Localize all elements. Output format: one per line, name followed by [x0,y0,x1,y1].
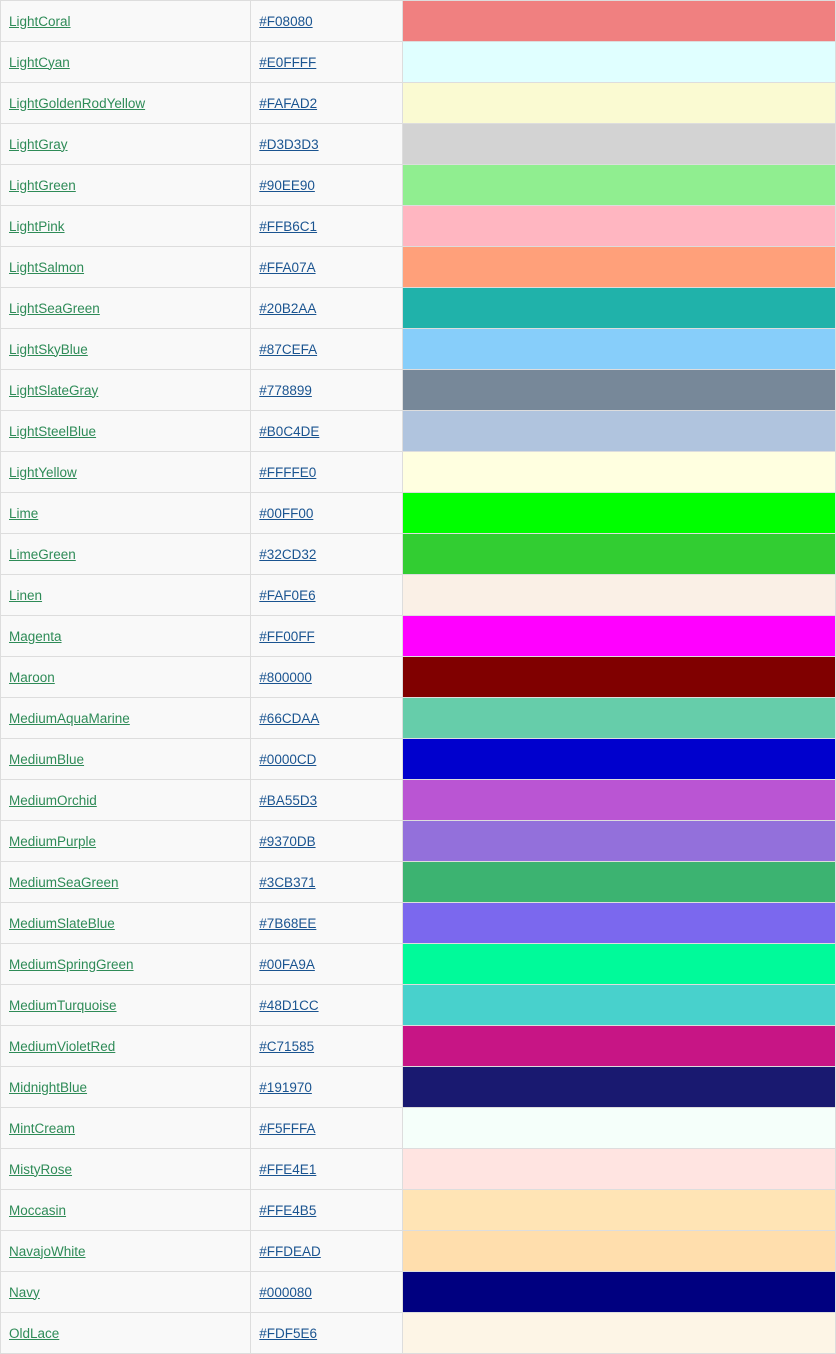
color-name-link[interactable]: LightPink [9,218,65,234]
color-name-link[interactable]: Navy [9,1284,40,1300]
color-hex-link[interactable]: #E0FFFF [259,54,317,70]
table-row [1,452,836,493]
table-row [1,944,836,985]
color-hex-link[interactable]: #FFA07A [259,259,316,275]
color-hex-link[interactable]: #3CB371 [259,874,316,890]
color-hex-link[interactable]: #20B2AA [259,300,317,316]
color-name-link[interactable]: MediumSeaGreen [9,874,119,890]
color-name-cell [1,534,251,575]
color-hex-link[interactable]: #F08080 [259,13,313,29]
color-name-cell [1,452,251,493]
color-hex-link[interactable]: #778899 [259,382,312,398]
color-swatch-cell [403,657,836,698]
color-hex-link[interactable]: #9370DB [259,833,316,849]
table-row [1,206,836,247]
color-swatch-cell [403,1,836,42]
color-hex-link[interactable]: #FAF0E6 [259,587,316,603]
color-name-cell [1,780,251,821]
color-swatch-cell [403,247,836,288]
color-name-cell [1,821,251,862]
color-hex-cell [251,452,403,493]
table-row [1,821,836,862]
color-swatch-cell [403,329,836,370]
color-hex-link[interactable]: #FFDEAD [259,1243,321,1259]
color-swatch-cell [403,739,836,780]
color-swatch-cell [403,1149,836,1190]
color-name-link[interactable]: Moccasin [9,1202,67,1218]
color-swatch-cell [403,288,836,329]
color-hex-link[interactable]: #FF00FF [259,628,315,644]
color-hex-cell [251,821,403,862]
table-row [1,903,836,944]
table-row [1,1108,836,1149]
color-name-cell [1,862,251,903]
color-name-link[interactable]: MediumBlue [9,751,85,767]
color-hex-cell [251,739,403,780]
color-hex-cell [251,206,403,247]
color-name-cell [1,1313,251,1354]
color-hex-cell [251,1272,403,1313]
color-name-cell [1,657,251,698]
color-hex-cell [251,698,403,739]
color-swatch-cell [403,370,836,411]
color-swatch-cell [403,1231,836,1272]
color-name-link[interactable]: LightCoral [9,13,71,29]
color-swatch-cell [403,42,836,83]
color-name-link[interactable]: LightGoldenRodYellow [9,95,146,111]
color-hex-cell [251,42,403,83]
color-hex-link[interactable]: #00FF00 [259,505,314,521]
color-hex-cell [251,247,403,288]
table-row [1,575,836,616]
table-row [1,1272,836,1313]
color-hex-link[interactable]: #F5FFFA [259,1120,316,1136]
color-swatch-cell [403,1190,836,1231]
color-name-cell [1,42,251,83]
table-row [1,534,836,575]
color-name-link[interactable]: LightSkyBlue [9,341,88,357]
table-row [1,1231,836,1272]
color-name-cell [1,206,251,247]
table-row [1,493,836,534]
color-name-link[interactable]: MintCream [9,1120,76,1136]
color-name-cell [1,1108,251,1149]
table-row [1,1149,836,1190]
color-name-cell [1,329,251,370]
color-name-cell [1,698,251,739]
table-row [1,1190,836,1231]
color-name-link[interactable]: Maroon [9,669,55,685]
color-hex-cell [251,985,403,1026]
color-hex-link[interactable]: #D3D3D3 [259,136,319,152]
color-hex-link[interactable]: #32CD32 [259,546,317,562]
color-name-cell [1,1231,251,1272]
table-row [1,411,836,452]
color-hex-link[interactable]: #48D1CC [259,997,319,1013]
color-name-link[interactable]: Lime [9,505,39,521]
color-swatch-cell [403,821,836,862]
color-swatch-cell [403,534,836,575]
color-hex-link[interactable]: #FFE4B5 [259,1202,317,1218]
table-row [1,1,836,42]
color-swatch-cell [403,698,836,739]
color-swatch-cell [403,944,836,985]
color-hex-link[interactable]: #FAFAD2 [259,95,318,111]
color-swatch-cell [403,862,836,903]
table-row [1,657,836,698]
color-hex-cell [251,370,403,411]
color-swatch-cell [403,452,836,493]
color-swatch-cell [403,780,836,821]
color-name-cell [1,575,251,616]
color-swatch-cell [403,1067,836,1108]
color-name-cell [1,124,251,165]
color-swatch-cell [403,83,836,124]
table-row [1,329,836,370]
color-swatch-cell [403,985,836,1026]
color-hex-cell [251,903,403,944]
color-name-link[interactable]: OldLace [9,1325,60,1341]
color-swatch-cell [403,411,836,452]
table-row [1,124,836,165]
color-hex-link[interactable]: #66CDAA [259,710,320,726]
color-name-cell [1,1190,251,1231]
color-name-cell [1,370,251,411]
table-row [1,739,836,780]
color-hex-link[interactable]: #FDF5E6 [259,1325,318,1341]
color-name-link[interactable]: LightSteelBlue [9,423,97,439]
table-row [1,1026,836,1067]
color-hex-cell [251,83,403,124]
color-name-cell [1,493,251,534]
color-name-cell [1,903,251,944]
color-name-link[interactable]: MediumAquaMarine [9,710,130,726]
color-name-cell [1,944,251,985]
color-hex-cell [251,124,403,165]
color-hex-cell [251,329,403,370]
table-row [1,780,836,821]
color-hex-cell [251,1108,403,1149]
color-name-link[interactable]: Magenta [9,628,62,644]
table-row [1,1067,836,1108]
color-hex-link[interactable]: #87CEFA [259,341,318,357]
color-hex-link[interactable]: #BA55D3 [259,792,318,808]
color-hex-cell [251,411,403,452]
color-hex-cell [251,1313,403,1354]
color-hex-link[interactable]: #FFB6C1 [259,218,318,234]
color-hex-link[interactable]: #C71585 [259,1038,315,1054]
color-name-link[interactable]: MediumSpringGreen [9,956,134,972]
color-name-cell [1,165,251,206]
color-hex-link[interactable]: #7B68EE [259,915,317,931]
color-name-cell [1,1272,251,1313]
color-hex-link[interactable]: #B0C4DE [259,423,320,439]
color-name-link[interactable]: MistyRose [9,1161,73,1177]
color-hex-link[interactable]: #90EE90 [259,177,315,193]
color-hex-cell [251,534,403,575]
color-name-cell [1,83,251,124]
color-swatch-cell [403,124,836,165]
color-hex-cell [251,1149,403,1190]
color-hex-link[interactable]: #000080 [259,1284,312,1300]
color-name-link[interactable]: LightSalmon [9,259,85,275]
table-row [1,247,836,288]
color-swatch-cell [403,1026,836,1067]
color-hex-cell [251,288,403,329]
table-row [1,698,836,739]
color-table-body [1,1,836,1354]
color-swatch-cell [403,1108,836,1149]
color-name-link[interactable]: Linen [9,587,43,603]
color-hex-cell [251,493,403,534]
color-name-cell [1,411,251,452]
color-name-cell [1,1026,251,1067]
color-swatch-cell [403,575,836,616]
color-hex-cell [251,1190,403,1231]
color-name-cell [1,1067,251,1108]
color-name-link[interactable]: LightSlateGray [9,382,99,398]
color-swatch-cell [403,1313,836,1354]
table-row [1,370,836,411]
color-hex-link[interactable]: #00FA9A [259,956,315,972]
color-name-cell [1,288,251,329]
color-name-link[interactable]: LimeGreen [9,546,76,562]
color-name-link[interactable]: MediumVioletRed [9,1038,116,1054]
color-name-link[interactable]: MidnightBlue [9,1079,88,1095]
color-hex-cell [251,1067,403,1108]
table-row [1,1313,836,1354]
color-name-link[interactable]: MediumPurple [9,833,97,849]
color-hex-link[interactable]: #0000CD [259,751,317,767]
color-swatch-cell [403,206,836,247]
color-name-cell [1,1,251,42]
table-row [1,985,836,1026]
color-hex-cell [251,1026,403,1067]
color-name-link[interactable]: LightYellow [9,464,77,480]
color-hex-cell [251,657,403,698]
color-name-link[interactable]: MediumOrchid [9,792,97,808]
color-name-cell [1,247,251,288]
color-hex-cell [251,1,403,42]
color-name-cell [1,985,251,1026]
color-swatch-cell [403,903,836,944]
color-hex-cell [251,616,403,657]
color-name-cell [1,739,251,780]
table-row [1,165,836,206]
color-swatch-cell [403,1272,836,1313]
color-swatch-cell [403,165,836,206]
color-hex-cell [251,1231,403,1272]
color-hex-cell [251,780,403,821]
color-swatch-cell [403,616,836,657]
table-row [1,288,836,329]
color-name-link[interactable]: LightGreen [9,177,76,193]
color-hex-link[interactable]: #191970 [259,1079,312,1095]
color-name-link[interactable]: MediumSlateBlue [9,915,115,931]
table-row [1,616,836,657]
color-hex-link[interactable]: #FFFFE0 [259,464,317,480]
color-name-cell [1,1149,251,1190]
color-hex-cell [251,165,403,206]
table-row [1,42,836,83]
color-swatch-cell [403,493,836,534]
color-hex-link[interactable]: #FFE4E1 [259,1161,317,1177]
color-name-link[interactable]: LightCyan [9,54,70,70]
color-hex-cell [251,862,403,903]
table-row [1,83,836,124]
color-name-link[interactable]: LightGray [9,136,68,152]
color-name-link[interactable]: MediumTurquoise [9,997,117,1013]
color-name-cell [1,616,251,657]
color-hex-cell [251,944,403,985]
color-hex-link[interactable]: #800000 [259,669,312,685]
color-name-link[interactable]: LightSeaGreen [9,300,100,316]
color-name-link[interactable]: NavajoWhite [9,1243,86,1259]
table-row [1,862,836,903]
color-hex-cell [251,575,403,616]
